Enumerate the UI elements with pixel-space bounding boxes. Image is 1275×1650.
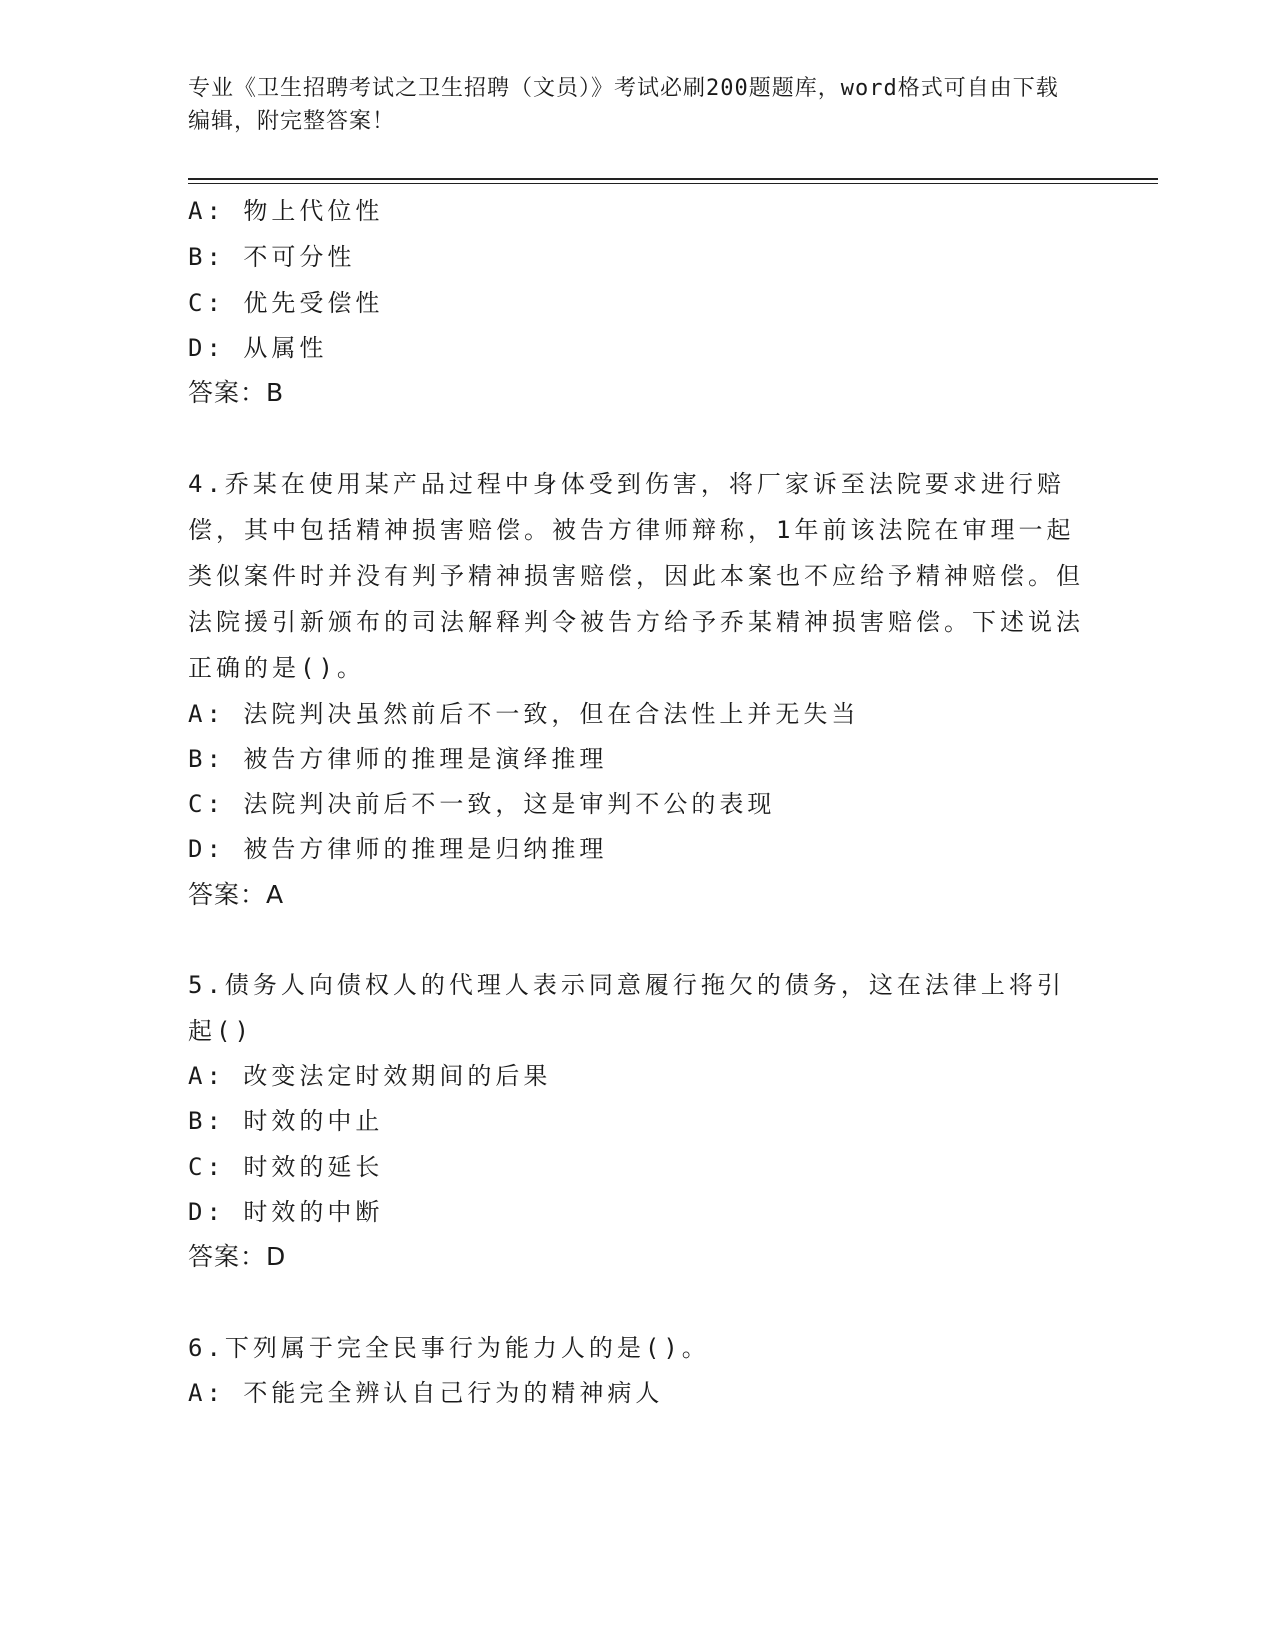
q5-answer: 答案：D: [188, 1242, 287, 1271]
q4-option-d: D: 被告方律师的推理是归纳推理: [188, 835, 608, 863]
header-divider: [188, 178, 1158, 180]
q4-question-text: 4.乔某在使用某产品过程中身体受到伤害，将厂家诉至法院要求进行赔偿，其中包括精神损害赔偿。被告方律师辩称，1年前该法院在审理一起类似案件时并没有判予精神损害赔偿，因此本案也不应给予精神赔偿。但法院援引新颁布的司法解释判令被告方给予乔某精神损害赔偿。下述说法正确的是()。: [188, 470, 1084, 682]
q4-option-b: B: 被告方律师的推理是演绎推理: [188, 745, 608, 773]
q3-option-d: D: 从属性: [188, 334, 328, 362]
q4-option-a: A: 法院判决虽然前后不一致，但在合法性上并无失当: [188, 700, 860, 728]
q6-option-a: A: 不能完全辨认自己行为的精神病人: [188, 1379, 664, 1407]
q3-option-a: A: 物上代位性: [188, 197, 384, 225]
q5-option-b: B: 时效的中止: [188, 1107, 384, 1135]
q5-option-a: A: 改变法定时效期间的后果: [188, 1062, 552, 1090]
q3-answer: 答案：B: [188, 378, 285, 407]
q4-answer: 答案：A: [188, 880, 285, 909]
document-header: 专业《卫生招聘考试之卫生招聘（文员）》考试必刷200题题库，word格式可自由下载编辑，附完整答案！: [188, 76, 1059, 134]
q6-question-text: 6.下列属于完全民事行为能力人的是()。: [188, 1334, 710, 1362]
q5-question-text: 5.债务人向债权人的代理人表示同意履行拖欠的债务，这在法律上将引起(): [188, 971, 1065, 1045]
header-divider-thin: [188, 183, 1158, 184]
q4-option-c: C: 法院判决前后不一致，这是审判不公的表现: [188, 790, 776, 818]
q3-option-b: B: 不可分性: [188, 243, 356, 271]
q5-option-d: D: 时效的中断: [188, 1198, 384, 1226]
q5-option-c: C: 时效的延长: [188, 1153, 384, 1181]
q3-option-c: C: 优先受偿性: [188, 289, 384, 317]
